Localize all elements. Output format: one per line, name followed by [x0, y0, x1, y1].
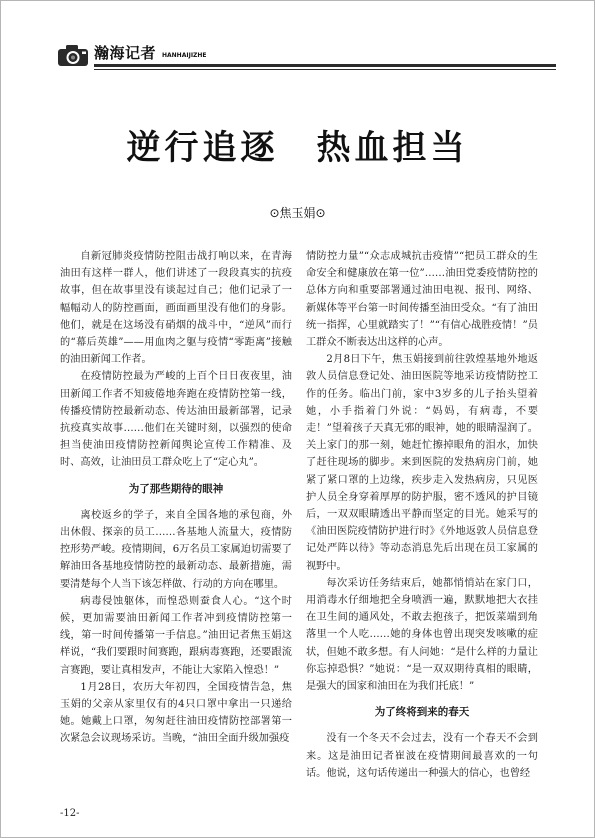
- right-text-column: [306, 248, 538, 782]
- paragraph: 2月8日下午，焦玉娟接到前往敦煌基地外地返敦人员信息登记处、油田医院等地采访疫情防控工作的任务。临出门前，家中3岁多的儿子抬头望着她，小手指着门外说：“妈妈，有病毒，不要走！”望着孩子天真无邪的眼神，她的眼睛湿润了。关上家门的那一刻，她赶忙擦掉眼角的泪水，加快了赶往现场的脚步。来到医院的发热病房门前，她紧了紧口罩的上边缘，疾步走入发热病房，只见医护人员全身穿着厚厚的防护服，密不透风的护目镜后，一双双眼睛透出平静而坚定的目光。她采写的《油田医院疫情防护进行时》《外地返敦人员信息登记处严阵以待》等动态消息先后出现在员工家属的视野中。: [306, 354, 538, 572]
- column-pinyin: HANHAIJIZHE: [162, 52, 207, 59]
- column-header: [56, 40, 556, 72]
- paragraph: 每次采访任务结束后，她都悄悄站在家门口，用消毒水仔细地把全身喷洒一遍，默默地把大衣挂在卫生间的通风处，不敢去抱孩子，把饭菜端到角落里一个人吃……她的身体也曾出现突发咳嗽的症状，但她不敢多想。有人问她：“是什么样的力量让你忘掉恐惧？”她说：“是一双双期待真相的眼睛，是强大的国家和油田在为我们托底！”: [306, 577, 538, 693]
- article-title: 逆行追逐 热血担当: [126, 128, 469, 168]
- article-author: ⊙焦玉娟⊙: [269, 206, 326, 220]
- column-name: 瀚海记者: [94, 44, 157, 62]
- paragraph: 病毒侵蚀躯体，而惶恐则蚕食人心。“这个时候，更加需要油田新闻工作者冲到疫情防控第一线，第一时间传播第一手信息。”油田记者焦玉娟这样说，“我们要跟时间赛跑，跟病毒赛跑，还要跟流言赛跑，要让真相发声，不能让大家陷入惶恐！”: [60, 595, 292, 676]
- paragraph: 自新冠肺炎疫情防控阻击战打响以来，在青海油田有这样一群人，他们讲述了一段段真实的抗疫故事，但在故事里没有谈起过自己；他们记录了一幅幅动人的防控画面，画面画里没有他们的身影。他们，就是在这场没有硝烟的战斗中，“逆风”而行的“幕后英雄”——用血肉之躯与疫情“零距离”接触的油田新闻工作者。: [60, 251, 292, 366]
- paragraph: 没有一个冬天不会过去，没有一个春天不会到来。这是油田记者崔波在疫情期间最喜欢的一句话。他说，这句话传递出一种强大的信心，也曾经: [306, 733, 538, 779]
- left-text-column: [60, 248, 292, 748]
- paragraph: 1月28日，农历大年初四，全国疫情告急，焦玉娟的父亲从家里仅有的4只口罩中拿出一只递给她。她戴上口罩，匆匆赶往油田疫情防控部署第一次紧急会议现场采访。当晚，“油田全面升级加强疫: [60, 681, 292, 745]
- paragraph: 离校返乡的学子，来自全国各地的承包商，外出休假、探亲的员工……各基地人流量大，疫情防控形势严峻。疫情期间，6万名员工家属迫切需要了解油田各基地疫情防控的最新动态、最新措施，需要清楚每个人当下该怎样做、行动的方向在哪里。: [60, 509, 292, 590]
- page-number: -12-: [60, 808, 80, 819]
- paragraph: 情防控力量”“众志成城抗击疫情”“把员工群众的生命安全和健康放在第一位”……油田党委疫情防控的总体方向和重要部署通过油田电视、报刊、网络、新媒体等平台第一时间传播至油田受众。“有了油田统一指挥，心里就踏实了！”“有信心战胜疫情！”员工群众不断表达出这样的心声。: [306, 251, 538, 349]
- section-heading: 为了终将到来的春天: [374, 706, 470, 719]
- paragraph: 在疫情防控最为严峻的上百个日日夜夜里，油田新闻工作者不知疲倦地奔跑在疫情防控第一线，传播疫情防控最新动态、传达油田最新部署，记录抗疫真实故事……他们在关键时刻，以强烈的使命担当使油田疫情防控新闻舆论宣传工作精准、及时、高效，让油田员工群众吃上了“定心丸”。: [60, 371, 292, 469]
- section-heading: 为了那些期待的眼神: [128, 482, 224, 495]
- header-rule-thin: [94, 69, 556, 70]
- camera-icon: [56, 42, 90, 68]
- header-rule: [94, 64, 556, 67]
